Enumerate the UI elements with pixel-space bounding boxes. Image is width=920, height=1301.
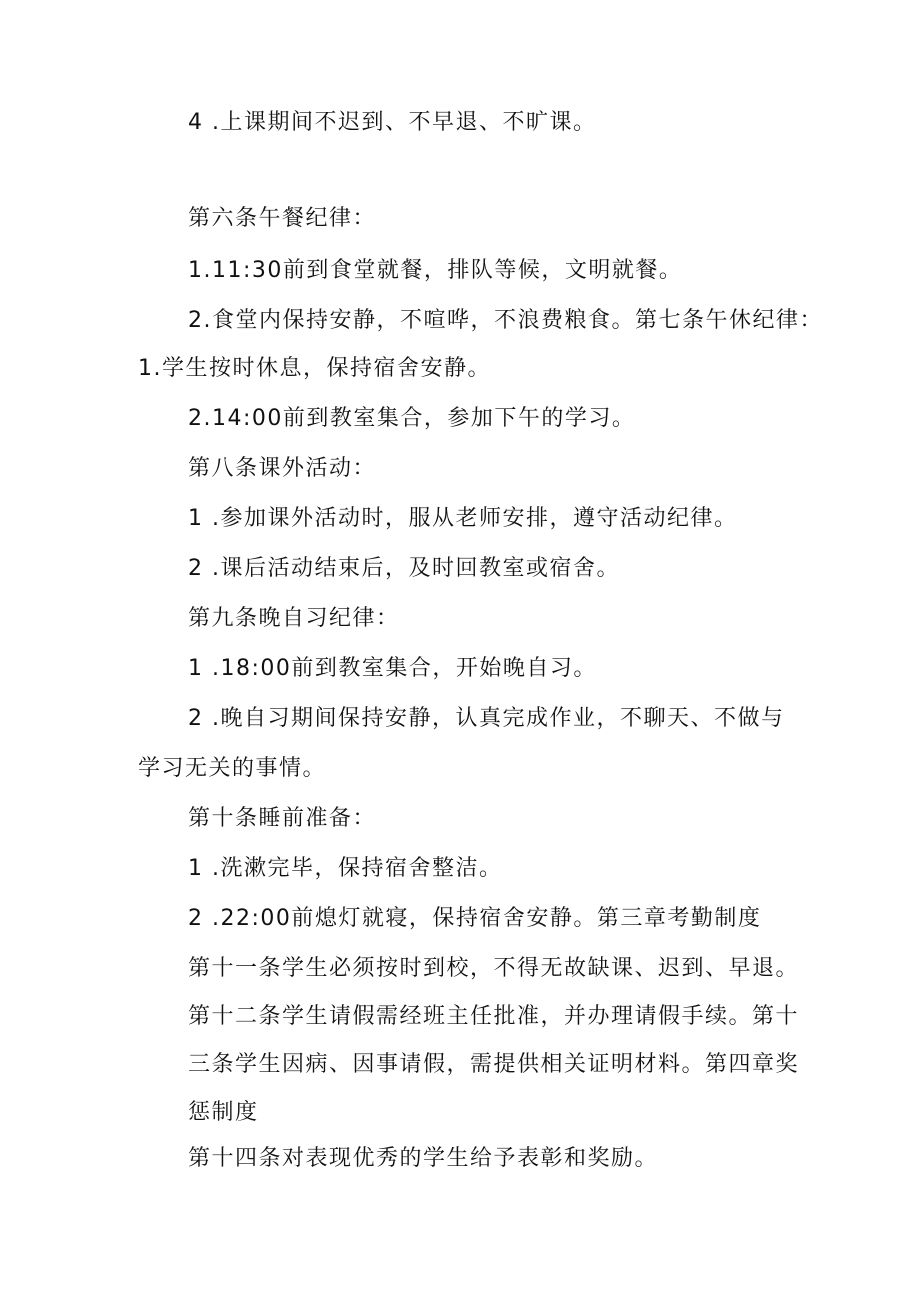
text-line: 第十四条对表现优秀的学生给予表彰和奖励。 (188, 1146, 659, 1171)
text-line: 2 .晚自习期间保持安静，认真完成作业，不聊天、不做与 (188, 706, 785, 731)
text-line: 三条学生因病、因事请假，需提供相关证明材料。第四章奖 (188, 1052, 800, 1077)
text-line: 学习无关的事情。 (138, 756, 327, 781)
section-heading: 第八条课外活动： (188, 456, 377, 481)
section-heading: 第六条午餐纪律： (188, 206, 377, 231)
text-line: 2 .22:00前熄灯就寝，保持宿舍安静。第三章考勤制度 (188, 906, 762, 931)
text-line: 第十二条学生请假需经班主任批准，并办理请假手续。第十 (188, 1004, 800, 1029)
section-heading: 第九条晚自习纪律： (188, 606, 400, 631)
text-line: 第十一条学生必须按时到校，不得无故缺课、迟到、早退。 (188, 956, 800, 981)
text-line: 1.11:30前到食堂就餐，排队等候，文明就餐。 (188, 258, 683, 283)
text-line: 2 .课后活动结束后，及时回教室或宿舍。 (188, 556, 620, 581)
text-line: 2.14:00前到教室集合，参加下午的学习。 (188, 406, 636, 431)
section-heading: 第十条睡前准备： (188, 806, 377, 831)
text-line: 1 .洗漱完毕，保持宿舍整洁。 (188, 856, 503, 881)
text-line: 1.学生按时休息，保持宿舍安静。 (138, 356, 491, 381)
text-line: 1 .参加课外活动时，服从老师安排，遵守活动纪律。 (188, 506, 738, 531)
text-line: 惩制度 (188, 1100, 259, 1125)
text-line: 1 .18:00前到教室集合，开始晚自习。 (188, 656, 597, 681)
text-line: 4 .上课期间不迟到、不早退、不旷课。 (188, 110, 597, 135)
text-line: 2.食堂内保持安静，不喧哗，不浪费粮食。第七条午休纪律： (188, 308, 823, 333)
